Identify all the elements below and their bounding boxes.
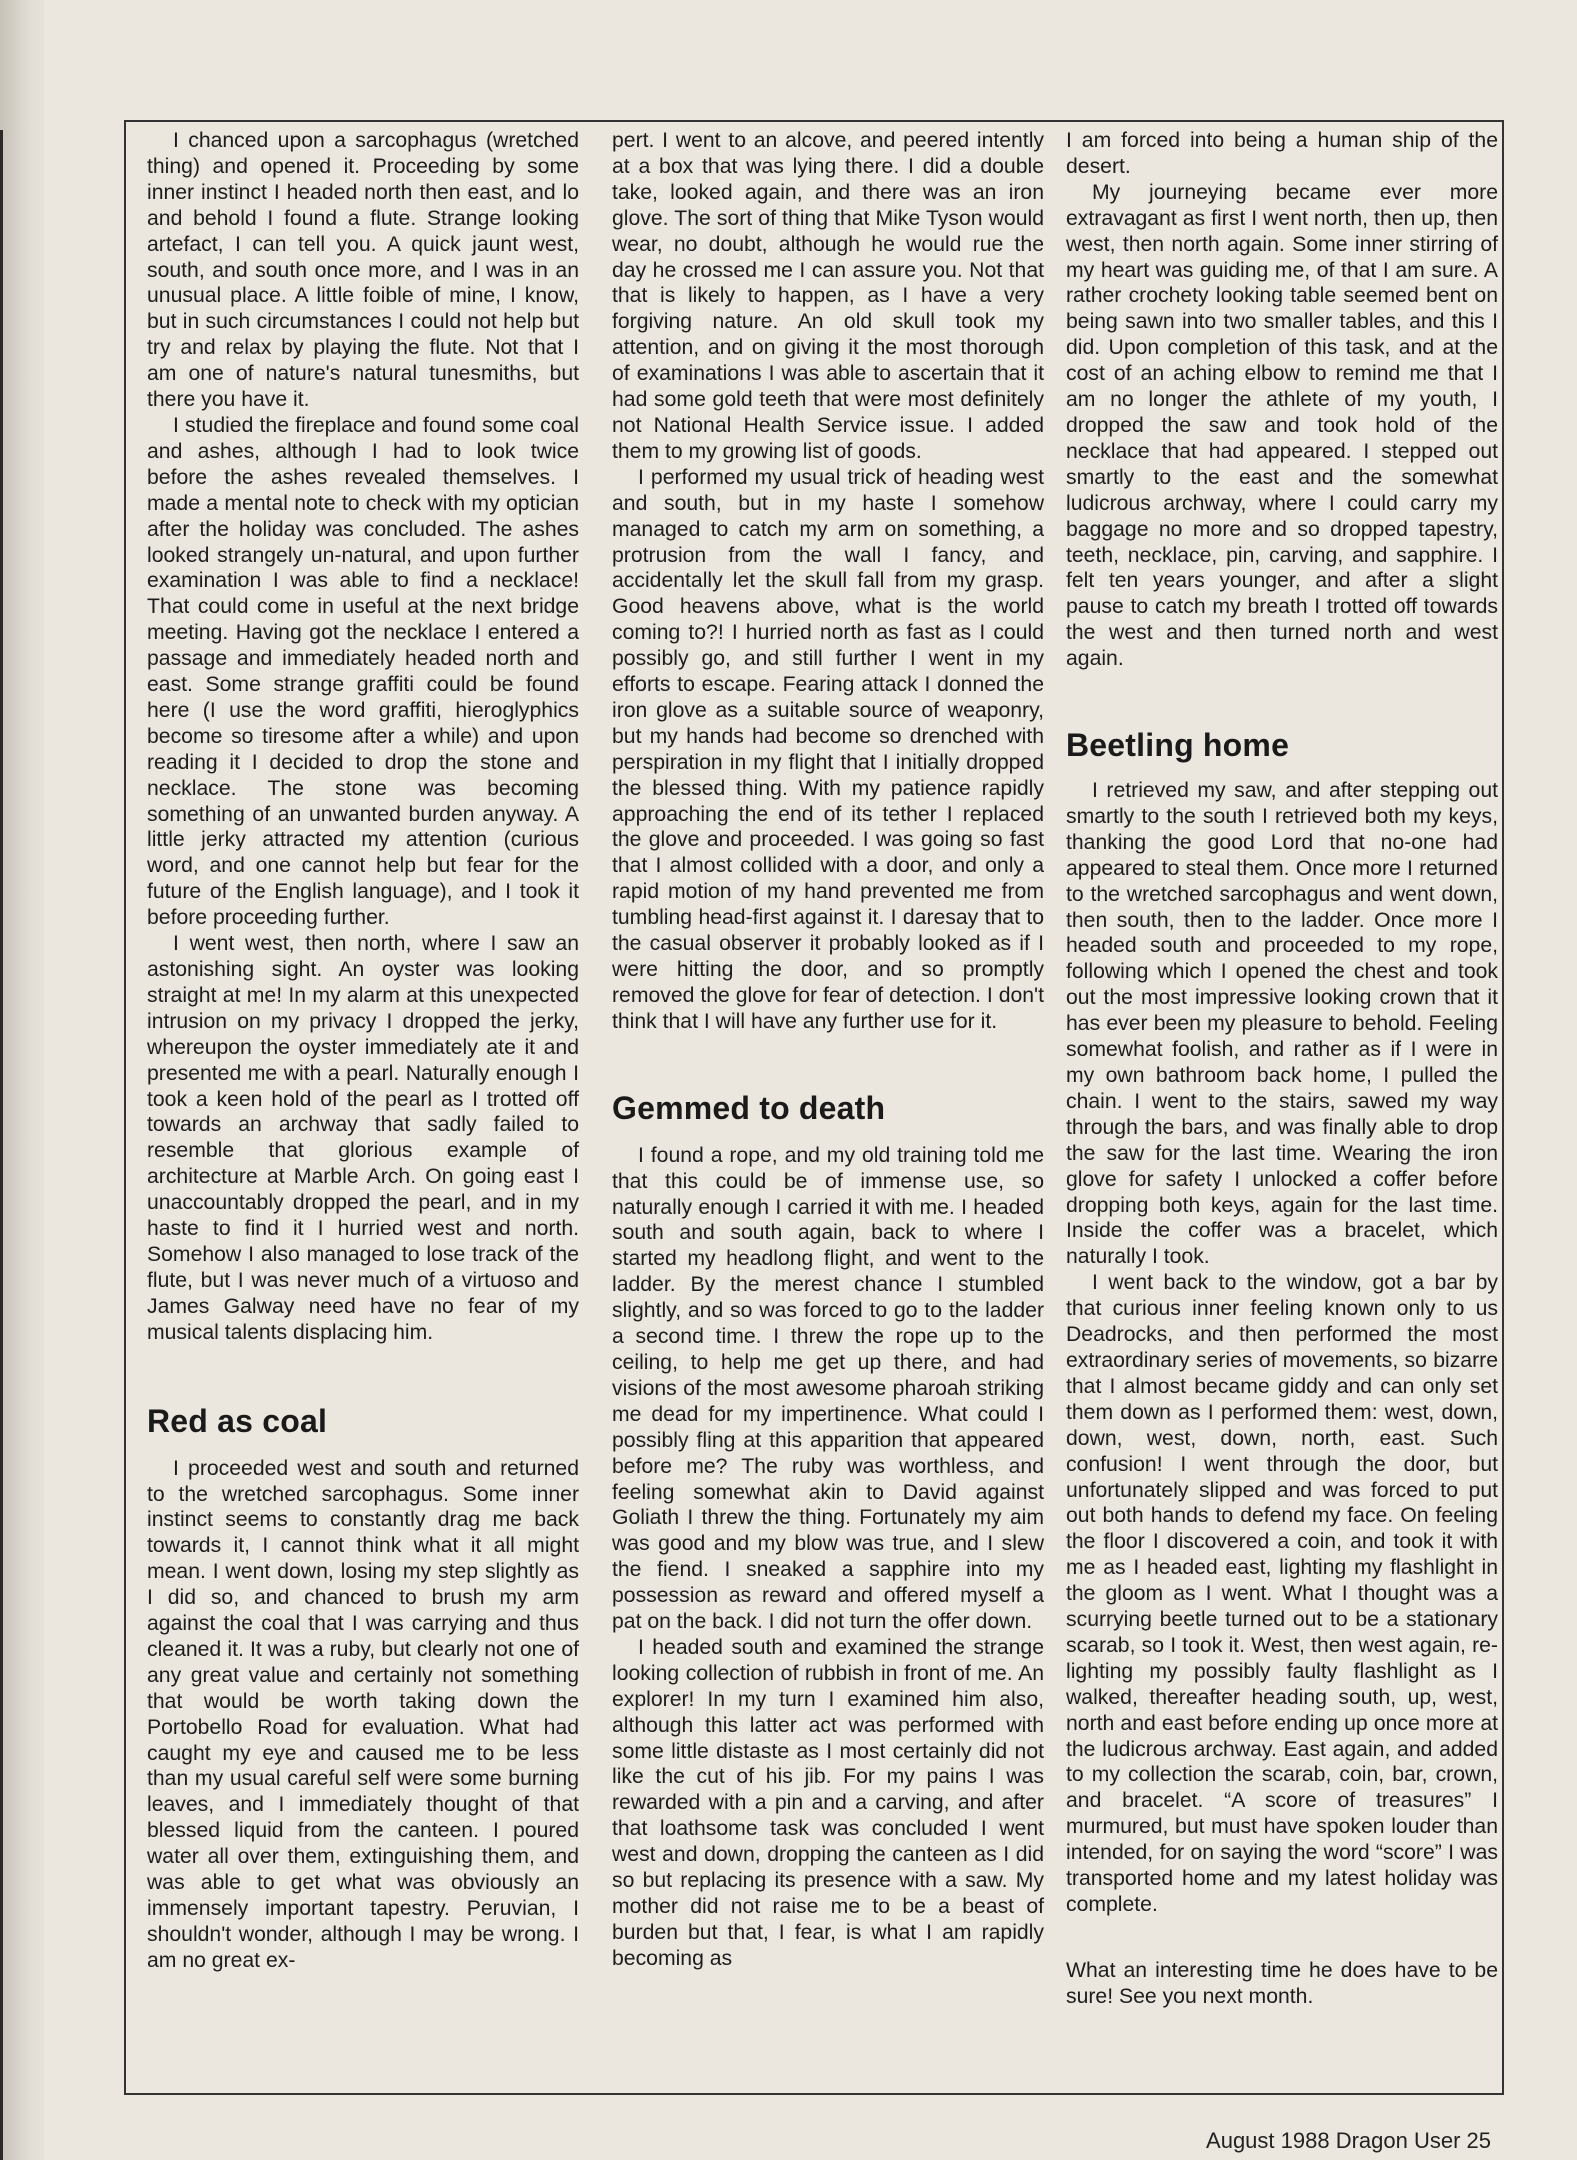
paragraph: pert. I went to an alcove, and peered intently at a box that was lying there. I did a double take, looked again, and there was an iron glove. The sort of thing that Mike Tyson would wear, no doubt, although he would rue the day he crossed me I can assure you. Not that that is likely to happen, as I have a very forgiving nature. An old skull took my attention, and on giving it the most thorough of examinations I was able to ascertain that it had some gold teeth that were most definitely not National Health Service issue. I added them to my growing list of goods. [612,129,1044,463]
paragraph: I headed south and examined the strange looking collection of rubbish in front of me. An explorer! In my turn I examined him also, although this latter act was performed with some little distaste as I most certainly did not like the cut of his jib. For my pains I was rewarded with a pin and a carving, and after that loathsome task was concluded I went west and down, dropping the canteen as I did so but replacing its presence with a saw. My mother did not raise me to be a beast of burden but that, I fear, is what I am rapidly becoming as [612,1635,1044,1970]
page-footer: August 1988 Dragon User 25 [1206,2128,1491,2153]
paragraph: My journeying became ever more extravagant as first I went north, then up, then west, then north again. Some inner stirring of my heart was guiding me, of that I am sure. A rather crochety looking table seemed bent on being sawn into two smaller tables, and this I did. Upon completion of this task, and at the cost of an aching elbow to remind me that I am no longer the athlete of my youth, I dropped the saw and took hold of the necklace that had appeared. I stepped out smartly to the east and the somewhat ludicrous archway, where I could carry my baggage no more and so dropped tapestry, teeth, necklace, pin, carving, and sapphire. I felt ten years younger, and after a slight pause to catch my breath I trotted off towards the west and then turned north and west again. [1066,180,1498,671]
paragraph: I proceeded west and south and returned to the wretched sarcophagus. Some inner instinct seems to constantly drag me back towards it, I cannot think what it all might mean. I went down, losing my step slightly as I did so, and chanced to brush my arm against the coal that I was carrying and thus cleaned it. It was a ruby, but clearly not one of any great value and certainly not something that would be worth taking down the Portobello Road for evaluation. What had caught my eye and caused me to be less than my usual careful self were some burning leaves, and I immediately thought of that blessed liquid from the canteen. I poured water all over them, extinguishing them, and was able to get what was obviously an immensely important tapestry. Peruvian, I shouldn't wonder, although I may be wrong. I am no great ex- [147,1456,579,1972]
paragraph: I performed my usual trick of heading west and south, but in my haste I somehow managed to catch my arm on something, a protrusion from the wall I fancy, and accidentally let the skull fall from my grasp. Good heavens above, what is the world coming to?! I hurried north as fast as I could possibly go, and still further I went in my efforts to escape. Fearing attack I donned the iron glove as a suitable source of weaponry, but my hands had become so drenched with perspiration in my flight that I initially dropped the blessed thing. With my patience rapidly approaching the end of its tether I replaced the glove and proceeded. I was going so fast that I almost collided with a door, and only a rapid motion of my hand prevented me from tumbling head-first against it. I daresay that to the casual observer it probably looked as if I were hitting the door, and so promptly removed the glove for fear of detection. I don't think that I will have any further use for it. [612,465,1044,1033]
section-heading-gemmed-to-death: Gemmed to death [612,1089,886,1126]
section-heading-beetling-home: Beetling home [1066,727,1290,764]
paragraph: I chanced upon a sarcophagus (wretched thing) and opened it. Proceeding by some inner instinct I headed north then east, and lo and behold I found a flute. Strange looking artefact, I can tell you. A quick jaunt west, south, and south once more, and I was in an unusual place. A little foible of mine, I know, but in such circumstances I could not help but try and relax by playing the flute. Not that I am one of nature's natural tunesmiths, but there you have it. [147,129,579,412]
paragraph: I am forced into being a human ship of the desert. [1066,129,1498,178]
paragraph: I found a rope, and my old training told me that this could be of immense use, so naturally enough I carried it with me. I headed south and south again, back to where I started my headlong flight, and went to the ladder. By the merest chance I stumbled slightly, and so was forced to go to the ladder a second time. I threw the rope up to the ceiling, to help me get up there, and had visions of the most awesome pharoah striking me dead for my impertinence. What could I possibly fling at this apparition that appeared before me? The ruby was worthless, and feeling somewhat akin to David against Goliath I threw the thing. Fortunately my aim was good and my blow was true, and I slew the fiend. I sneaked a sapphire into my possession as reward and offered myself a pat on the back. I did not turn the offer down. [612,1143,1044,1634]
paragraph: I studied the fireplace and found some coal and ashes, although I had to look twice before the ashes revealed themselves. I made a mental note to check with my optician after the holiday was concluded. The ashes looked strangely un-natural, and upon further examination I was able to find a necklace! That could come in useful at the next bridge meeting. Having got the necklace I entered a passage and immediately headed north and east. Some strange graffiti could be found here (I use the word graffiti, hieroglyphics become so tiresome after a while) and upon reading it I decided to drop the stone and necklace. The stone was becoming something of an unwanted burden anyway. A little jerky attracted my attention (curious word, and one cannot help but fear for the future of the English language), and I took it before proceeding further. [147,413,579,930]
column-3 [1066,128,1498,2010]
paragraph: I went west, then north, where I saw an astonishing sight. An oyster was looking straight at me! In my alarm at this unexpected intrusion on my privacy I dropped the jerky, whereupon the oyster immediately ate it and presented me with a pearl. Naturally enough I took a keen hold of the pearl as I trotted off towards an archway that sadly failed to resemble that glorious example of architecture at Marble Arch. On going east I unaccountably dropped the pearl, and in my haste to find it I hurried west and north. Somehow I also managed to lose track of the flute, but I was never much of a virtuoso and James Galway need have no fear of my musical talents displacing him. [147,932,579,1344]
column-1 [147,128,579,1974]
paragraph: I retrieved my saw, and after stepping out smartly to the south I retrieved both my keys, thanking the good Lord that no-one had appeared to steal them. Once more I returned to the wretched sarcophagus and went down, then south, then to the ladder. Once more I headed south and proceeded to my rope, following which I opened the chest and took out the most impressive looking crown that it has ever been my pleasure to behold. Feeling somewhat foolish, and rather as if I were in my own bathroom back home, I pulled the chain. I went to the stairs, sawed my way through the bars, and was finally able to drop the saw for the last time. Wearing the iron glove for safety I unlocked a coffer before dropping both keys, again for the last time. Inside the coffer was a bracelet, which naturally I took. [1066,779,1498,1269]
column-2 [612,128,1044,1972]
section-heading-red-as-coal: Red as coal [147,1402,328,1439]
spine-rule [0,130,13,2160]
closing-note: What an interesting time he does have to be sure! See you next month. [1066,1958,1498,2008]
paragraph: I went back to the window, got a bar by that curious inner feeling known only to us Deadrocks, and then performed the most extraordinary series of movements, so bizarre that I almost became giddy and can only set them down as I performed them: west, down, down, west, down, north, east. Such confusion! I went through the door, but unfortunately slipped and was forced to put out both hands to defend my face. On feeling the floor I discovered a coin, and took it with me as I headed east, lighting my flashlight in the gloom as I went. What I thought was a scurrying beetle turned out to be a stationary scarab, so I took it. West, then west again, re-lighting my possibly faulty flashlight as I walked, thereafter heading south, up, west, north and east before ending up once more at the ludicrous archway. East again, and added to my collection the scarab, coin, bar, crown, and bracelet. “A score of treasures” I murmured, but must have spoken louder than intended, for on saying the word “score” I was transported home and my latest holiday was complete. [1066,1271,1498,1916]
